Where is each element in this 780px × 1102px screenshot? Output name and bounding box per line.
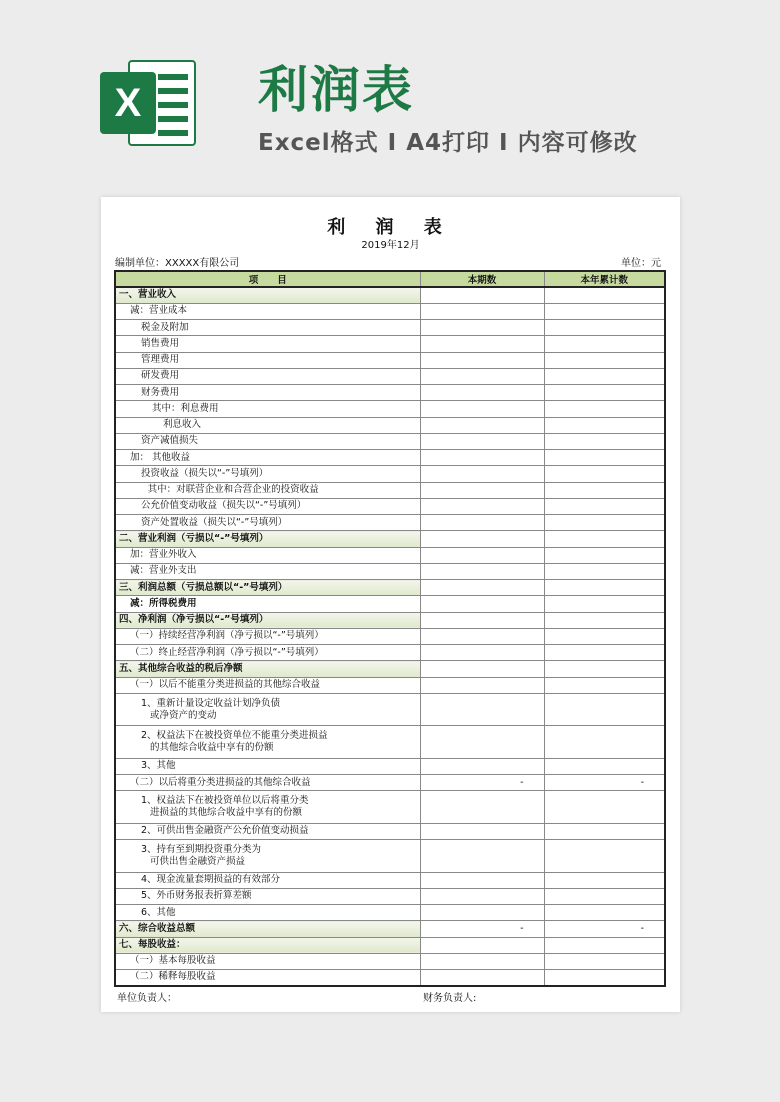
document-page (101, 197, 680, 1012)
current-period-cell[interactable] (420, 466, 544, 482)
row-label (115, 872, 420, 888)
col-header-item: 项 目 (115, 271, 420, 287)
current-period-cell[interactable] (420, 628, 544, 644)
excel-logo-icon (100, 58, 198, 148)
current-period-cell[interactable] (420, 905, 544, 921)
ytd-cell[interactable] (544, 352, 665, 368)
ytd-cell[interactable] (544, 563, 665, 579)
table-row (115, 515, 665, 531)
row-label-text: 减：营业成本 (130, 305, 188, 317)
row-label (115, 661, 420, 677)
row-label-text: 公允价值变动收益（损失以“-”号填列） (141, 500, 307, 512)
table-row (115, 596, 665, 612)
row-label (115, 498, 420, 514)
row-label-text: 2、可供出售金融资产公允价值变动损益 (141, 825, 309, 837)
row-label-text: 其中：利息费用 (152, 402, 219, 414)
row-label-text: （一）以后不能重分类进损益的其他综合收益 (130, 679, 321, 691)
row-label-text: 1、权益法下在被投资单位以后将重分类 (141, 795, 309, 806)
row-label-text: （一）持续经营净利润（净亏损以“-”号填列） (130, 630, 324, 642)
row-label (115, 726, 420, 759)
row-label (115, 612, 420, 628)
ytd-cell[interactable] (544, 482, 665, 498)
ytd-cell[interactable] (544, 336, 665, 352)
ytd-cell[interactable] (544, 645, 665, 661)
row-label (115, 580, 420, 596)
row-label (115, 693, 420, 726)
table-row (115, 563, 665, 579)
ytd-cell[interactable] (544, 368, 665, 384)
footer-unit-head: 单位负责人： (117, 993, 177, 1004)
ytd-cell[interactable]: - (544, 775, 665, 791)
row-label-text: 三、利润总额（亏损总额以“-”号填列） (119, 581, 288, 593)
table-row (115, 921, 665, 937)
ytd-cell[interactable] (544, 970, 665, 986)
table-row (115, 368, 665, 384)
current-period-cell[interactable] (420, 336, 544, 352)
col-header-ytd: 本年累计数 (544, 271, 665, 287)
table-row (115, 401, 665, 417)
current-period-cell[interactable] (420, 823, 544, 839)
ytd-cell[interactable] (544, 791, 665, 824)
banner-subtitle: Excel格式 I A4打印 I 内容可修改 (258, 130, 638, 156)
row-label-text-2: 的其他综合收益中享有的份额 (150, 742, 274, 753)
row-label (115, 401, 420, 417)
table-row (115, 791, 665, 824)
current-period-cell[interactable] (420, 498, 544, 514)
row-label-text: 其中：对联营企业和合营企业的投资收益 (147, 484, 319, 496)
current-period-cell[interactable] (420, 612, 544, 628)
current-period-cell[interactable] (420, 580, 544, 596)
row-label (115, 791, 420, 824)
table-row (115, 287, 665, 303)
row-label (115, 888, 420, 904)
ytd-cell[interactable] (544, 450, 665, 466)
table-row (115, 693, 665, 726)
table-row (115, 531, 665, 547)
current-period-cell[interactable] (420, 563, 544, 579)
row-label-text: 5、外币财务报表折算差额 (141, 890, 252, 902)
row-label-text: 1、重新计量设定收益计划净负债 (141, 697, 281, 709)
current-period-cell[interactable] (420, 937, 544, 953)
current-period-cell[interactable] (420, 515, 544, 531)
income-statement-table (114, 270, 666, 987)
table-row (115, 482, 665, 498)
row-label (115, 466, 420, 482)
row-label-text: 减：营业外支出 (130, 565, 197, 577)
row-label (115, 596, 420, 612)
table-row (115, 547, 665, 563)
ytd-cell[interactable] (544, 872, 665, 888)
current-period-cell[interactable] (420, 385, 544, 401)
table-row (115, 937, 665, 953)
current-period-cell[interactable] (420, 596, 544, 612)
row-label-text: 2、权益法下在被投资单位不能重分类进损益 (141, 730, 328, 741)
ytd-cell[interactable] (544, 823, 665, 839)
row-label-text-2: 进损益的其他综合收益中享有的份额 (150, 807, 303, 818)
ytd-cell[interactable] (544, 580, 665, 596)
row-label-text: 3、持有至到期投资重分类为 (141, 843, 262, 855)
row-label-text: 4、现金流量套期损益的有效部分 (141, 874, 281, 886)
ytd-cell[interactable] (544, 758, 665, 774)
row-label-text: 七、每股收益： (119, 939, 186, 951)
current-period-cell[interactable] (420, 645, 544, 661)
row-label-text: 3、其他 (141, 760, 176, 772)
current-period-cell[interactable] (420, 888, 544, 904)
current-period-cell[interactable] (420, 531, 544, 547)
ytd-cell[interactable]: - (544, 921, 665, 937)
table-row (115, 677, 665, 693)
banner-title: 利润表 (258, 61, 414, 119)
row-label (115, 628, 420, 644)
current-period-cell[interactable] (420, 547, 544, 563)
row-label-text: 四、净利润（净亏损以“-”号填列） (119, 614, 269, 626)
row-label-text: 税金及附加 (141, 321, 189, 333)
ytd-cell[interactable] (544, 612, 665, 628)
company-label: 编制单位：XXXXX有限公司 (115, 258, 240, 269)
ytd-cell[interactable] (544, 661, 665, 677)
table-row (115, 726, 665, 759)
row-label-text: （二）以后将重分类进损益的其他综合收益 (130, 776, 311, 788)
row-label-text: 减：所得税费用 (130, 597, 197, 609)
row-label-text: 6、其他 (141, 906, 176, 918)
table-row (115, 645, 665, 661)
current-period-cell[interactable]: - (420, 775, 544, 791)
footer-finance-head: 财务负责人: (423, 993, 477, 1004)
row-label (115, 531, 420, 547)
table-row (115, 320, 665, 336)
ytd-cell[interactable] (544, 531, 665, 547)
current-period-cell[interactable] (420, 677, 544, 693)
row-label-text: 二、营业利润（亏损以“-”号填列） (119, 532, 269, 544)
current-period-cell[interactable] (420, 303, 544, 319)
table-row (115, 433, 665, 449)
ytd-cell[interactable] (544, 385, 665, 401)
row-label (115, 953, 420, 969)
row-label-text-2: 或净资产的变动 (150, 709, 217, 721)
row-label-text: 财务费用 (141, 386, 180, 398)
row-label (115, 450, 420, 466)
ytd-cell[interactable] (544, 840, 665, 873)
row-label-text: 加： 其他收益 (130, 451, 191, 463)
row-label (115, 547, 420, 563)
row-label-text: （一）基本每股收益 (130, 955, 216, 967)
row-label (115, 823, 420, 839)
table-row (115, 628, 665, 644)
table-row (115, 336, 665, 352)
row-label (115, 352, 420, 368)
current-period-cell[interactable] (420, 320, 544, 336)
table-row (115, 758, 665, 774)
ytd-cell[interactable] (544, 693, 665, 726)
current-period-cell[interactable] (420, 417, 544, 433)
row-label (115, 303, 420, 319)
table-row (115, 823, 665, 839)
row-label (115, 758, 420, 774)
ytd-cell[interactable] (544, 628, 665, 644)
ytd-cell[interactable] (544, 320, 665, 336)
row-label (115, 482, 420, 498)
current-period-cell[interactable] (420, 840, 544, 873)
current-period-cell[interactable] (420, 352, 544, 368)
logo-letter: X (100, 72, 156, 134)
table-row (115, 970, 665, 986)
row-label-text: 六、综合收益总额 (119, 922, 196, 934)
row-label-text-2: 可供出售金融资产损益 (150, 855, 246, 867)
current-period-cell[interactable] (420, 791, 544, 824)
row-label (115, 563, 420, 579)
table-row (115, 466, 665, 482)
ytd-cell[interactable] (544, 726, 665, 759)
row-label (115, 970, 420, 986)
ytd-cell[interactable] (544, 953, 665, 969)
current-period-cell[interactable] (420, 758, 544, 774)
current-period-cell[interactable] (420, 872, 544, 888)
row-label-text: 一、营业收入 (119, 289, 177, 301)
row-label (115, 287, 420, 303)
row-label-text: 管理费用 (141, 354, 180, 366)
ytd-cell[interactable] (544, 303, 665, 319)
col-header-current: 本期数 (420, 271, 544, 287)
document-date: 2019年12月 (361, 240, 420, 251)
unit-label: 单位：元 (621, 258, 661, 269)
table-row (115, 385, 665, 401)
ytd-cell[interactable] (544, 677, 665, 693)
table-row (115, 352, 665, 368)
row-label (115, 368, 420, 384)
current-period-cell[interactable] (420, 482, 544, 498)
table-row (115, 905, 665, 921)
row-label-text: 投资收益（损失以“-”号填列） (141, 467, 269, 479)
table-row (115, 661, 665, 677)
current-period-cell[interactable] (420, 726, 544, 759)
document-title: 利 润 表 (327, 217, 454, 238)
row-label (115, 677, 420, 693)
table-row (115, 303, 665, 319)
table-row (115, 775, 665, 791)
ytd-cell[interactable] (544, 515, 665, 531)
ytd-cell[interactable] (544, 596, 665, 612)
ytd-cell[interactable] (544, 466, 665, 482)
table-row (115, 953, 665, 969)
current-period-cell[interactable] (420, 450, 544, 466)
current-period-cell[interactable] (420, 368, 544, 384)
ytd-cell[interactable] (544, 937, 665, 953)
row-label-text: 五、其他综合收益的税后净额 (119, 662, 243, 674)
ytd-cell[interactable] (544, 498, 665, 514)
row-label-text: （二）稀释每股收益 (130, 971, 216, 983)
table-row (115, 840, 665, 873)
current-period-cell[interactable] (420, 401, 544, 417)
table-row (115, 872, 665, 888)
row-label (115, 775, 420, 791)
row-label (115, 336, 420, 352)
current-period-cell[interactable] (420, 287, 544, 303)
row-label (115, 645, 420, 661)
table-row (115, 498, 665, 514)
row-label (115, 905, 420, 921)
current-period-cell[interactable]: - (420, 921, 544, 937)
current-period-cell[interactable] (420, 970, 544, 986)
table-row (115, 612, 665, 628)
row-label (115, 385, 420, 401)
ytd-cell[interactable] (544, 287, 665, 303)
ytd-cell[interactable] (544, 433, 665, 449)
table-row (115, 417, 665, 433)
row-label-text: 研发费用 (141, 370, 180, 382)
row-label-text: 加：营业外收入 (130, 549, 197, 561)
table-row (115, 888, 665, 904)
row-label (115, 320, 420, 336)
row-label (115, 417, 420, 433)
row-label (115, 921, 420, 937)
row-label (115, 515, 420, 531)
current-period-cell[interactable] (420, 433, 544, 449)
row-label-text: （二）终止经营净利润（净亏损以“-”号填列） (130, 646, 324, 658)
row-label (115, 840, 420, 873)
current-period-cell[interactable] (420, 661, 544, 677)
ytd-cell[interactable] (544, 547, 665, 563)
table-row (115, 580, 665, 596)
row-label (115, 433, 420, 449)
current-period-cell[interactable] (420, 693, 544, 726)
current-period-cell[interactable] (420, 953, 544, 969)
ytd-cell[interactable] (544, 905, 665, 921)
ytd-cell[interactable] (544, 401, 665, 417)
table-row (115, 450, 665, 466)
row-label-text: 资产减值损失 (141, 435, 199, 447)
ytd-cell[interactable] (544, 888, 665, 904)
ytd-cell[interactable] (544, 417, 665, 433)
row-label-text: 利息收入 (163, 419, 202, 431)
row-label-text: 销售费用 (141, 337, 180, 349)
row-label-text: 资产处置收益（损失以“-”号填列） (141, 516, 288, 528)
row-label (115, 937, 420, 953)
